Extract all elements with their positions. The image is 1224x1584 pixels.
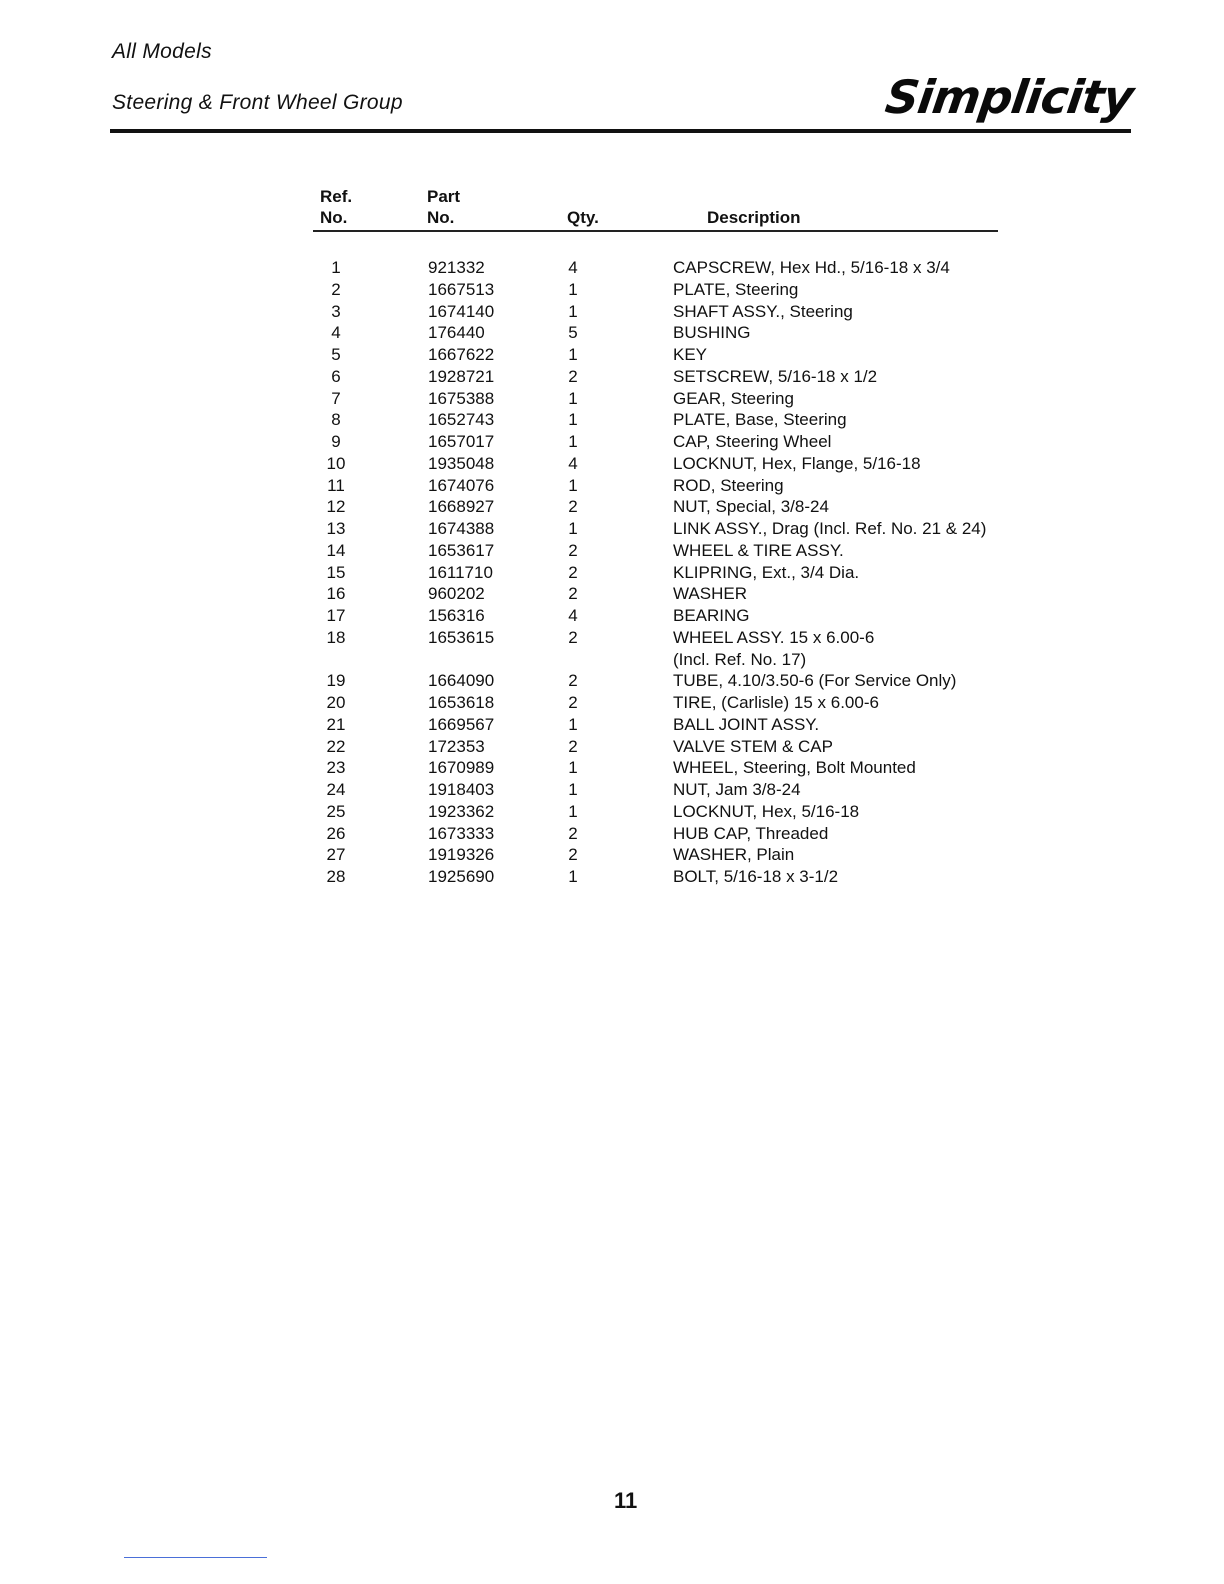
description-cell: CAP, Steering Wheel [673, 432, 832, 451]
description-cell: SETSCREW, 5/16-18 x 1/2 [673, 366, 878, 386]
qty-cell: 1 [568, 475, 578, 495]
ref-cell: 27 [326, 845, 346, 865]
table-row [0, 540, 1224, 562]
description-cell: WHEEL, Steering, Bolt Mounted [673, 758, 916, 778]
table-row [0, 714, 1224, 736]
ref-cell: 14 [326, 540, 346, 560]
description-header: Description [707, 208, 801, 227]
ref-cell: 21 [326, 714, 346, 734]
table-row [0, 823, 1224, 845]
part-number-cell: 960202 [428, 584, 485, 604]
ref-cell: 17 [326, 606, 346, 625]
description-cell: TIRE, (Carlisle) 15 x 6.00-6 [673, 693, 879, 712]
description-cell: LOCKNUT, Hex, Flange, 5/16-18 [673, 453, 921, 473]
description-cell: BALL JOINT ASSY. [673, 714, 820, 734]
description-cell: TUBE, 4.10/3.50-6 (For Service Only) [673, 671, 957, 691]
qty-cell: 1 [568, 714, 578, 734]
ref-cell: 13 [326, 519, 346, 538]
part-number-cell: 1668927 [428, 497, 495, 517]
footer-link-underline [124, 1557, 267, 1558]
description-cell: NUT, Jam 3/8-24 [673, 780, 801, 799]
qty-cell: 1 [568, 301, 578, 321]
ref-cell: 8 [331, 410, 341, 430]
table-row [0, 692, 1224, 714]
table-row [0, 627, 1224, 671]
description-cell: ROD, Steering [673, 475, 784, 495]
part-number-cell: 1652743 [428, 410, 495, 430]
qty-cell: 4 [568, 606, 578, 625]
part-number-cell: 1667622 [428, 345, 495, 364]
description-cell: NUT, Special, 3/8-24 [673, 497, 829, 517]
ref-cell: 12 [326, 497, 346, 517]
part-number-cell: 156316 [428, 606, 485, 625]
description-cell: BUSHING [673, 323, 751, 343]
ref-cell: 10 [326, 453, 346, 473]
ref-cell: 25 [326, 801, 346, 821]
qty-cell: 1 [568, 279, 578, 299]
table-row [0, 279, 1224, 301]
table-row [0, 757, 1224, 779]
part-number-cell: 1918403 [428, 780, 495, 799]
ref-cell: 4 [331, 323, 341, 343]
table-row [0, 866, 1224, 888]
qty-cell: 2 [568, 366, 578, 386]
qty-header: Qty. [567, 208, 599, 227]
part-number-cell: 1669567 [428, 714, 495, 734]
description-cell: CAPSCREW, Hex Hd., 5/16-18 x 3/4 [673, 258, 950, 277]
ref-cell: 19 [326, 671, 346, 691]
qty-cell: 1 [568, 867, 578, 886]
qty-cell: 4 [568, 453, 578, 473]
table-row [0, 453, 1224, 475]
table-row [0, 475, 1224, 497]
table-row [0, 409, 1224, 431]
qty-cell: 2 [568, 823, 578, 843]
qty-cell: 2 [568, 497, 578, 517]
description-cell: WHEEL & TIRE ASSY. [673, 540, 844, 560]
table-row [0, 518, 1224, 540]
part-number-cell: 1673333 [428, 823, 495, 843]
description-cell: LOCKNUT, Hex, 5/16-18 [673, 801, 860, 821]
ref-header-line1: Ref. [320, 187, 353, 206]
ref-cell: 9 [331, 432, 341, 451]
ref-cell: 3 [331, 301, 341, 321]
description-cell: BEARING [673, 606, 750, 625]
description-cell: GEAR, Steering [673, 388, 794, 408]
part-number-cell: 1611710 [428, 562, 493, 582]
qty-cell: 1 [568, 519, 578, 538]
ref-cell: 23 [326, 758, 346, 778]
qty-cell: 2 [568, 540, 578, 560]
header-group-title: Steering & Front Wheel Group [112, 91, 403, 114]
part-number-cell: 1935048 [428, 453, 495, 473]
description-cell: SHAFT ASSY., Steering [673, 301, 853, 321]
qty-cell: 2 [568, 627, 578, 647]
part-number-cell: 1670989 [428, 758, 495, 778]
ref-cell: 15 [326, 562, 346, 582]
description-cell: KEY [673, 345, 708, 364]
description-cell: WASHER, Plain [673, 845, 795, 865]
ref-cell: 1 [331, 258, 341, 277]
ref-cell: 5 [331, 345, 341, 364]
description-cell: PLATE, Base, Steering [673, 410, 847, 430]
ref-cell: 6 [331, 366, 341, 386]
qty-cell: 1 [568, 410, 578, 430]
part-number-cell: 1664090 [428, 671, 495, 691]
table-row [0, 605, 1224, 627]
qty-cell: 2 [568, 693, 578, 712]
part-number-cell: 1923362 [428, 801, 495, 821]
table-row [0, 431, 1224, 453]
table-row [0, 322, 1224, 344]
table-row [0, 257, 1224, 279]
part-number-cell: 1674388 [428, 519, 495, 538]
description-cell: BOLT, 5/16-18 x 3-1/2 [673, 867, 839, 886]
part-number-cell: 1667513 [428, 279, 495, 299]
qty-cell: 1 [568, 388, 578, 408]
description-cell: LINK ASSY., Drag (Incl. Ref. No. 21 & 24) [673, 519, 987, 538]
table-row [0, 670, 1224, 692]
ref-cell: 11 [327, 475, 345, 495]
qty-cell: 4 [568, 258, 578, 277]
table-header-divider [313, 230, 998, 232]
table-row [0, 844, 1224, 866]
part-number-cell: 921332 [428, 258, 485, 277]
ref-cell: 7 [331, 388, 341, 408]
part-number-cell: 1653615 [428, 627, 495, 647]
table-row [0, 801, 1224, 823]
table-row [0, 736, 1224, 758]
description-cell: HUB CAP, Threaded [673, 823, 829, 843]
table-row [0, 388, 1224, 410]
part-number-cell: 1674140 [428, 301, 495, 321]
qty-cell: 1 [568, 432, 578, 451]
qty-cell: 2 [568, 845, 578, 865]
description-cell: WHEEL ASSY. 15 x 6.00-6 [673, 627, 875, 647]
part-number-cell: 176440 [428, 323, 485, 343]
parts-table-body [0, 257, 1224, 888]
description-cell: PLATE, Steering [673, 279, 799, 299]
header-models: All Models [112, 40, 212, 63]
qty-cell: 2 [568, 736, 578, 756]
description-cell: VALVE STEM & CAP [673, 736, 833, 756]
ref-cell: 2 [331, 279, 341, 299]
table-row [0, 366, 1224, 388]
part-number-cell: 1675388 [428, 388, 495, 408]
description-cell-continued: (Incl. Ref. No. 17) [673, 649, 807, 669]
part-number-cell: 1928721 [428, 366, 495, 386]
part-number-cell: 1674076 [428, 475, 495, 495]
qty-cell: 1 [568, 345, 578, 364]
part-number-cell: 1925690 [428, 867, 495, 886]
part-number-cell: 1919326 [428, 845, 495, 865]
qty-cell: 1 [568, 758, 578, 778]
description-cell: WASHER [673, 584, 747, 604]
ref-cell: 26 [326, 823, 346, 843]
table-row [0, 344, 1224, 366]
qty-cell: 1 [568, 801, 578, 821]
page-number: 11 [614, 1488, 638, 1513]
part-number-cell: 1653618 [428, 693, 495, 712]
qty-cell: 1 [568, 780, 578, 799]
ref-header-line2: No. [320, 208, 348, 227]
ref-cell: 18 [326, 627, 346, 647]
qty-cell: 2 [568, 584, 578, 604]
part-header-line1: Part [427, 187, 461, 206]
table-row [0, 562, 1224, 584]
table-row [0, 779, 1224, 801]
part-number-cell: 1657017 [428, 432, 495, 451]
table-row [0, 583, 1224, 605]
table-row [0, 496, 1224, 518]
ref-cell: 22 [326, 736, 346, 756]
header-divider [110, 129, 1131, 133]
part-number-cell: 1653617 [428, 540, 495, 560]
ref-cell: 20 [326, 693, 346, 712]
qty-cell: 2 [568, 671, 578, 691]
table-row [0, 301, 1224, 323]
ref-cell: 16 [326, 584, 346, 604]
ref-cell: 24 [326, 780, 346, 799]
qty-cell: 5 [568, 323, 578, 343]
qty-cell: 2 [568, 562, 578, 582]
brand-logo: Simplicity [881, 70, 1136, 124]
part-number-cell: 172353 [428, 736, 485, 756]
ref-cell: 28 [326, 867, 346, 886]
part-header-line2: No. [427, 208, 455, 227]
description-cell: KLIPRING, Ext., 3/4 Dia. [673, 562, 860, 582]
